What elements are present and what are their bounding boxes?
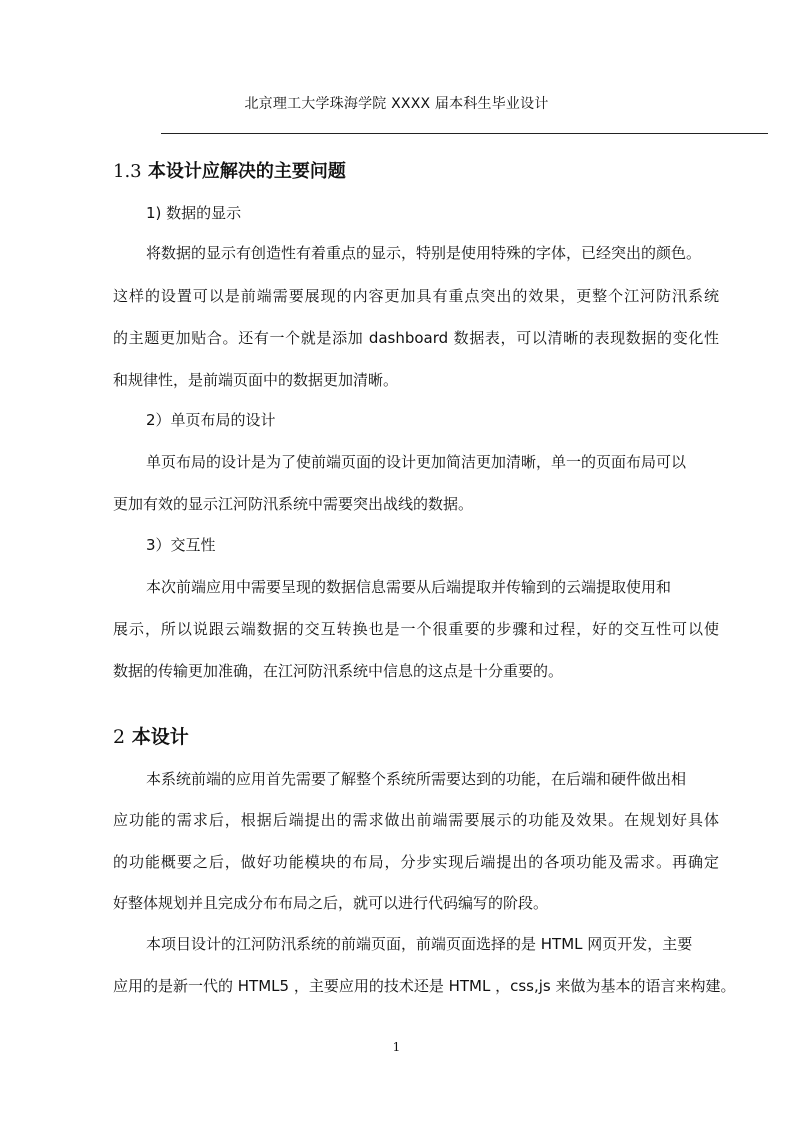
paragraph-line: 本系统前端的应用首先需要了解整个系统所需要达到的功能，在后端和硬件做出相 [146, 770, 687, 788]
paragraph-line: 好整体规划并且完成分布布局之后，就可以进行代码编写的阶段。 [113, 894, 549, 912]
paragraph-line: 的主题更加贴合。还有一个就是添加 dashboard 数据表，可以清晰的表现数据的变化性 [113, 329, 719, 347]
paragraph-line: 单页布局的设计是为了使前端页面的设计更加简洁更加清晰，单一的页面布局可以 [146, 453, 687, 471]
section-title: 本设计应解决的主要问题 [147, 161, 346, 182]
paragraph-line: 这样的设置可以是前端需要展现的内容更加具有重点突出的效果，更整个江河防汛系统 [113, 287, 719, 305]
section-title: 本设计 [131, 726, 189, 748]
section-number: 1.3 [113, 161, 142, 182]
section-number: 2 [113, 726, 126, 748]
paragraph-line: 本次前端应用中需要呈现的数据信息需要从后端提取并传输到的云端提取使用和 [146, 578, 672, 596]
paragraph-line: 展示，所以说跟云端数据的交互转换也是一个很重要的步骤和过程，好的交互性可以使 [113, 620, 719, 638]
item-heading-2: 2）单页布局的设计 [146, 411, 276, 429]
paragraph-line: 更加有效的显示江河防汛系统中需要突出战线的数据。 [113, 495, 474, 513]
paragraph-line: 的功能概要之后，做好功能模块的布局，分步实现后端提出的各项功能及需求。再确定 [113, 853, 719, 871]
paragraph-line: 数据的传输更加准确，在江河防汛系统中信息的这点是十分重要的。 [113, 662, 564, 680]
paragraph-line: 本项目设计的江河防汛系统的前端页面，前端页面选择的是 HTML 网页开发，主要 [146, 935, 693, 953]
page-header: 北京理工大学珠海学院 XXXX 届本科生毕业设计 [244, 96, 549, 112]
paragraph-line: 和规律性，是前端页面中的数据更加清晰。 [113, 371, 399, 389]
paragraph-line: 应用的是新一代的 HTML5 ，主要应用的技术还是 HTML ，css,js 来做为基本的语言来构建。 [113, 977, 736, 995]
item-heading-3: 3）交互性 [146, 536, 216, 554]
header-rule [161, 133, 768, 134]
section-heading-2 [113, 722, 189, 749]
section-heading-1-3 [113, 157, 346, 183]
paragraph-line: 将数据的显示有创造性有着重点的显示，特别是使用特殊的字体，已经突出的颜色。 [146, 244, 702, 262]
item-heading-1: 1) 数据的显示 [146, 204, 242, 222]
page-number: 1 [392, 1040, 401, 1054]
paragraph-line: 应功能的需求后，根据后端提出的需求做出前端需要展示的功能及效果。在规划好具体 [113, 811, 719, 829]
